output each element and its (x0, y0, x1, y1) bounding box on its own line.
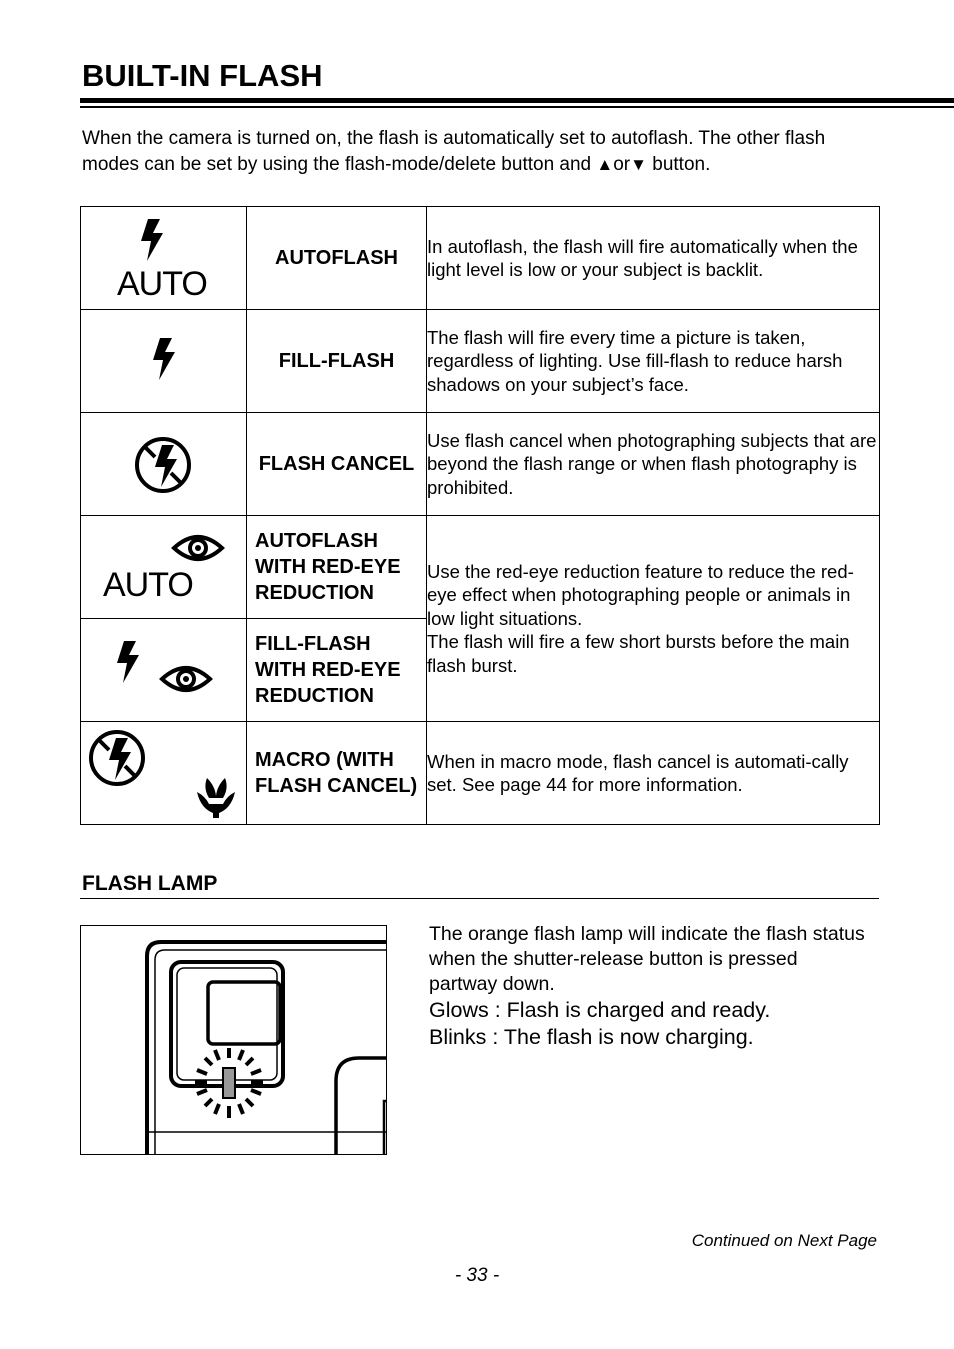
flash-cancel-icon-cell (81, 413, 247, 516)
macro-flower-icon (193, 774, 239, 820)
table-row (81, 207, 880, 310)
mode-description: When in macro mode, flash cancel is automati-cally set. See page 44 for more information. (427, 722, 880, 825)
redeye-auto-icon-cell (81, 516, 247, 619)
macro-icon-cell (81, 722, 247, 825)
title-rule-thin (80, 106, 954, 108)
up-arrow-icon: ▲ (596, 155, 614, 174)
redeye-description (427, 516, 880, 722)
lightning-icon (151, 338, 177, 386)
mode-name: MACRO (WITH FLASH CANCEL) (247, 722, 427, 825)
intro-paragraph: When the camera is turned on, the flash is automatically set to autoflash. The other flash modes can be set by using the flash-mode/delete button and ▲or▼ button. (82, 128, 826, 175)
mode-description: In autoflash, the flash will fire automatically when the light level is low or your subject is backlit. (427, 207, 880, 310)
lightning-icon (115, 641, 141, 689)
section-rule (80, 898, 879, 899)
eye-auto-icon (171, 530, 225, 566)
camera-back-icon (81, 926, 387, 1155)
table-row (81, 310, 880, 413)
mode-name: FLASH CANCEL (247, 413, 427, 516)
eye-icon (159, 661, 213, 697)
mode-description: Use flash cancel when photographing subjects that are beyond the flash range or when flash photography is prohibited. (427, 413, 880, 516)
blinks-status: Blinks : The flash is now charging. (429, 1025, 754, 1049)
fill-redeye-icon-cell (81, 619, 247, 722)
mode-description: The flash will fire every time a picture is taken, regardless of lighting. Use fill-flash to reduce harsh shadows on your subject’s face. (427, 310, 880, 413)
down-arrow-icon: ▼ (630, 155, 647, 174)
flash-cancel-icon (133, 435, 193, 495)
table-row (81, 722, 880, 825)
flash-modes-table (80, 206, 880, 825)
glows-status: Glows : Flash is charged and ready. (429, 998, 771, 1022)
flash-cancel-icon (87, 728, 147, 788)
fill-flash-icon-cell (81, 310, 247, 413)
mode-name: AUTOFLASH (247, 207, 427, 310)
mode-name: AUTOFLASH WITH RED-EYE REDUCTION (247, 516, 427, 619)
mode-name: FILL-FLASH (247, 310, 427, 413)
page-title: BUILT-IN FLASH (82, 58, 323, 93)
table-row (81, 516, 880, 619)
redeye-text-1: Use the red-eye reduction feature to reduce the red-eye effect when photographing people or animals in low light situations. (427, 560, 854, 629)
flash-lamp-illustration (80, 925, 387, 1155)
page-number: - 33 - (454, 1265, 500, 1286)
flash-lamp-text (429, 922, 869, 1051)
auto-label: AUTO (103, 566, 193, 604)
flash-lamp-description: The orange flash lamp will indicate the flash status when the shutter-release button is pressed partway down. (429, 923, 865, 995)
lightning-auto-icon (139, 219, 165, 263)
mode-name: FILL-FLASH WITH RED-EYE REDUCTION (247, 619, 427, 722)
autoflash-icon-cell (81, 207, 247, 310)
table-row (81, 413, 880, 516)
section-heading: FLASH LAMP (82, 872, 218, 895)
title-rule (80, 98, 954, 103)
redeye-text-2: The flash will fire a few short bursts before the main flash burst. (427, 631, 850, 676)
auto-label: AUTO (117, 265, 207, 303)
continued-note: Continued on Next Page (691, 1231, 877, 1250)
